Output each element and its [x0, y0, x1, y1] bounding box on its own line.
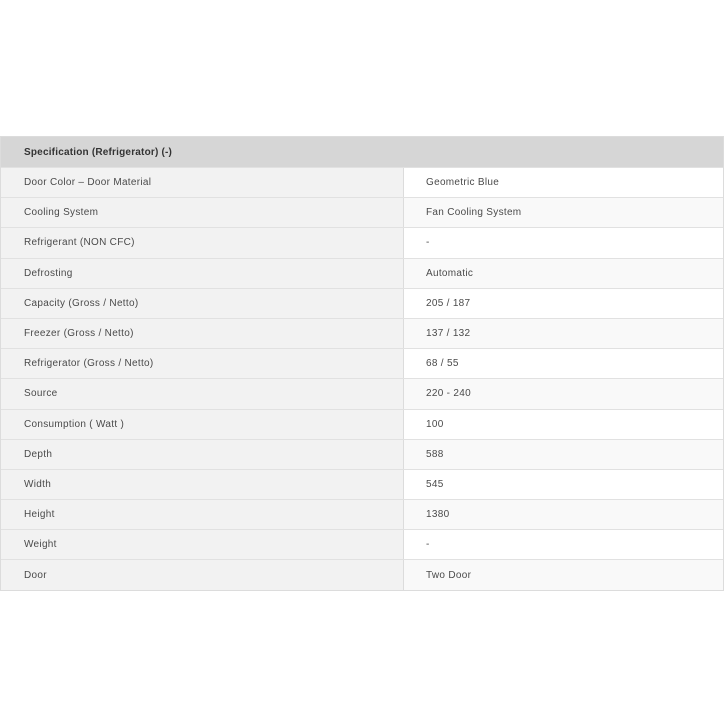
- table-body: [1, 167, 723, 590]
- table-title: Specification (Refrigerator) (-): [1, 137, 723, 167]
- table-row: [1, 378, 723, 408]
- spec-label: Refrigerator (Gross / Netto): [1, 349, 404, 378]
- spec-value: 205 / 187: [404, 289, 723, 318]
- spec-label: Refrigerant (NON CFC): [1, 228, 404, 257]
- table-row: [1, 197, 723, 227]
- spec-value: 588: [404, 440, 723, 469]
- spec-value: 68 / 55: [404, 349, 723, 378]
- table-row: [1, 469, 723, 499]
- table-row: [1, 318, 723, 348]
- spec-label: Capacity (Gross / Netto): [1, 289, 404, 318]
- spec-label: Weight: [1, 530, 404, 559]
- table-row: [1, 167, 723, 197]
- table-row: [1, 439, 723, 469]
- spec-value: Two Door: [404, 560, 723, 589]
- table-row: [1, 258, 723, 288]
- spec-label: Defrosting: [1, 259, 404, 288]
- table-row: [1, 559, 723, 589]
- spec-label: Source: [1, 379, 404, 408]
- spec-value: Automatic: [404, 259, 723, 288]
- spec-label: Door Color – Door Material: [1, 168, 404, 197]
- spec-label: Cooling System: [1, 198, 404, 227]
- spec-value: Geometric Blue: [404, 168, 723, 197]
- spec-label: Height: [1, 500, 404, 529]
- spec-label: Depth: [1, 440, 404, 469]
- spec-value: -: [404, 530, 723, 559]
- specification-table: [0, 136, 724, 591]
- spec-value: 220 - 240: [404, 379, 723, 408]
- table-row: [1, 499, 723, 529]
- table-row: [1, 227, 723, 257]
- spec-value: 100: [404, 410, 723, 439]
- spec-value: 137 / 132: [404, 319, 723, 348]
- spec-label: Width: [1, 470, 404, 499]
- table-row: [1, 409, 723, 439]
- spec-label: Door: [1, 560, 404, 589]
- table-row: [1, 348, 723, 378]
- spec-label: Freezer (Gross / Netto): [1, 319, 404, 348]
- table-row: [1, 529, 723, 559]
- spec-value: 1380: [404, 500, 723, 529]
- spec-value: Fan Cooling System: [404, 198, 723, 227]
- table-row: [1, 288, 723, 318]
- spec-value: -: [404, 228, 723, 257]
- spec-value: 545: [404, 470, 723, 499]
- spec-label: Consumption ( Watt ): [1, 410, 404, 439]
